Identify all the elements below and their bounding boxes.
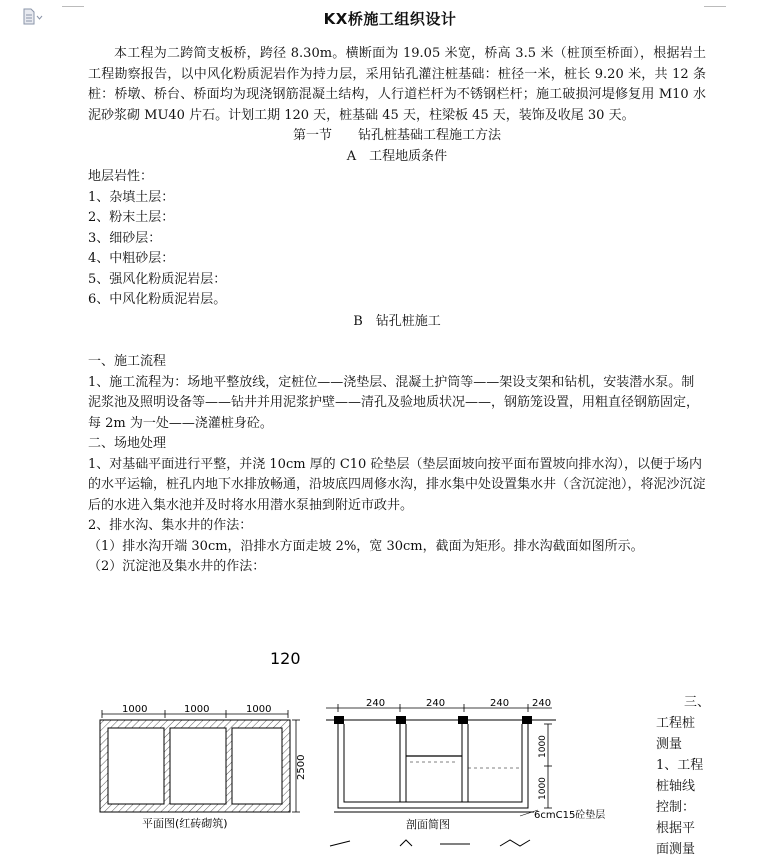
plan-chamber <box>108 728 164 804</box>
flow-heading: 一、施工流程 <box>88 354 167 369</box>
section-width-label: 240 <box>426 698 446 709</box>
section-caption: 剖面简图 <box>406 818 450 831</box>
plan-view <box>100 704 307 830</box>
side-text-line: 1、工程 <box>656 758 704 773</box>
site-paragraph: 1、对基础平面进行平整，并浇 10cm 厚的 C10 砼垫层（垫层面坡向按平面布置坡向排水沟），以便于场内的水平运输，桩孔内地下水排放畅通，沿坡底四周修水沟，排水集中处设置集水井（含沉淀池），将泥沙沉淀后的水进入集水池并及时将水用潜水泵抽到附近市政井。 <box>88 456 706 513</box>
section-view <box>326 698 605 831</box>
geology-item: 2、粉末土层： <box>88 210 175 225</box>
plan-height-label: 2500 <box>296 754 307 780</box>
plan-caption: 平面图(红砖砌筑) <box>142 817 228 830</box>
plan-width-label: 1000 <box>184 704 210 715</box>
geology-item: 5、强风化粉质泥岩层： <box>88 271 227 287</box>
drain-item-1: （1）排水沟开端 30cm，沿排水方面走坡 2%，宽 30cm，截面为矩形。排水沟截面如图所示。 <box>88 538 644 554</box>
side-text-line: 面测量 <box>656 842 696 857</box>
plan-chamber <box>232 728 282 804</box>
side-text-column <box>656 692 710 860</box>
section-height-label: 1000 <box>538 735 548 758</box>
intro-paragraph: 本工程为二跨简支板桥，跨径 8.30m。横断面为 19.05 米宽，桥高 3.5 米（桩顶至桥面），根据岩土工程勘察报告，以中风化粉质泥岩作为持力层，采用钻孔灌注桩基础：桩径一米，桩长 9.20 米，共 12 条桩：桥墩、桥台、桥面均为现浇钢筋混凝土结构，人行道栏杆为不锈钢栏杆；施工破损河堤修复用 M10 水泥砂浆砌 MU40 片石。计划工期 120 天，桩基础 45 天，柱梁板 45 天，装饰及收尾 30 天。 <box>88 46 706 123</box>
geology-item: 4、中粗砂层： <box>88 251 175 266</box>
side-text-line: 桩轴线 <box>656 779 696 794</box>
pad-label: 6cmC15砼垫层 <box>534 810 606 821</box>
flow-paragraph: 1、施工流程为：场地平整放线，定桩位——浇垫层、混凝土护筒等——架设支架和钻机，安装潜水泵。制泥浆池及照明设备等——钻井并用泥浆护壁——清孔及验地质状况——，钢筋笼设置，用粗直径钢筋固定，每 2m 为一处——浇灌桩身砼。 <box>88 374 700 431</box>
geology-heading: 地层岩性： <box>88 169 154 184</box>
drain-heading: 2、排水沟、集水井的作法： <box>88 518 253 533</box>
document-title: KX桥施工组织设计 <box>323 10 457 28</box>
subsection-a-heading: A 工程地质条件 <box>346 148 448 164</box>
plan-chamber <box>170 728 226 804</box>
figure-top-dimension: 120 <box>270 649 301 668</box>
subsection-b-heading: B 钻孔桩施工 <box>353 313 441 329</box>
section-wall <box>338 724 528 808</box>
header-rule-right <box>704 6 726 7</box>
drain-item-2: （2）沉淀池及集水井的作法： <box>88 559 266 574</box>
geology-item: 3、细砂层： <box>88 230 162 246</box>
header-rule-left <box>62 6 84 7</box>
geology-item: 6、中风化粉质泥岩层。 <box>88 292 227 307</box>
side-text-line: 控制： <box>656 800 696 815</box>
side-text-line: 测量 <box>656 737 683 752</box>
section-width-label: 240 <box>532 698 552 709</box>
section-heading: 第一节 钻孔桩基础工程施工方法 <box>292 128 501 143</box>
section-height-label: 1000 <box>538 777 548 800</box>
side-text-line: 工程桩 <box>656 716 696 731</box>
section-divider <box>462 724 468 802</box>
side-text-line: 三、 <box>683 695 710 710</box>
section-divider <box>400 724 406 802</box>
document-body <box>88 44 706 578</box>
geology-item: 1、杂填土层： <box>88 189 175 205</box>
site-heading: 二、场地处理 <box>88 436 167 451</box>
section-wall <box>344 724 522 802</box>
section-width-label: 240 <box>490 698 510 709</box>
plan-width-label: 1000 <box>246 704 272 715</box>
side-text-line: 根据平 <box>656 821 696 836</box>
section-width-label: 240 <box>366 698 386 709</box>
plan-width-label: 1000 <box>122 704 148 715</box>
